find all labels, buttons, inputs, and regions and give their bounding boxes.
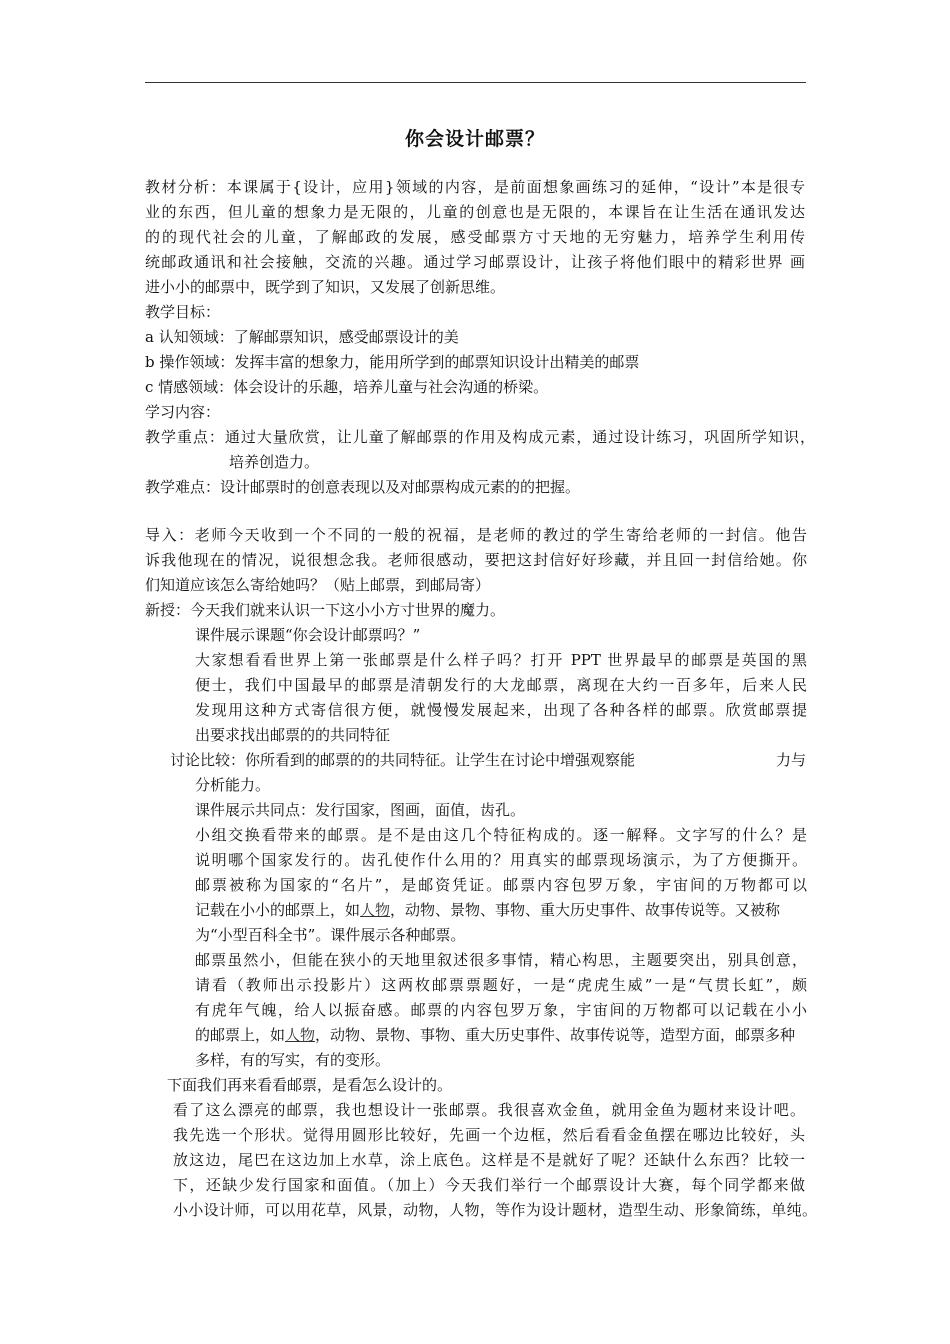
intro-line: 导入：老师今天收到一个不同的一般的祝福，是老师的教过的学生寄给老师的一封信。他告 xyxy=(145,526,807,544)
paragraph-line: 小组交换看带来的邮票。是不是由这几个特征构成的。逐一解释。文字写的什么？是 xyxy=(195,826,807,844)
discuss-line-end: 力与 xyxy=(776,751,807,769)
people-link[interactable]: 人物 xyxy=(285,1026,316,1044)
paragraph-line: 多样，有的写实，有的变形。 xyxy=(195,1051,391,1069)
content-heading: 学习内容： xyxy=(145,403,221,421)
paragraph-line: 有虎年气魄，给人以振奋感。邮票的内容包罗万象，宇宙间的万物都可以记载在小小 xyxy=(195,1001,807,1019)
intro-line: 诉我他现在的情况，说很想念我。老师很感动，要把这封信好好珍藏，并且回一封信给她。你 xyxy=(145,551,807,569)
paragraph-line: 便士，我们中国最早的邮票是清朝发行的大龙邮票，离现在大约一百多年，后来人民 xyxy=(195,676,807,694)
people-link[interactable]: 人物 xyxy=(360,901,391,919)
design-lead: 下面我们再来看看邮票，是看怎么设计的。 xyxy=(167,1076,453,1094)
discuss-line: 分析能力。 xyxy=(195,776,271,794)
analysis-line: 进小小的邮票中，既学到了知识，又发展了创新思维。 xyxy=(145,278,506,296)
paragraph-line xyxy=(195,900,780,920)
intro-line: 们知道应该怎么寄给她吗？（贴上邮票，到邮局寄） xyxy=(145,576,491,594)
paragraph-line xyxy=(195,1025,795,1045)
courseware-line: 课件展示课题“你会设计邮票吗？” xyxy=(195,626,421,644)
design-line: 小小设计师，可以用花草，风景，动物，人物，等作为设计题材，造型生动、形象简练，单纯。 xyxy=(173,1201,817,1219)
design-line: 下，还缺少发行国家和面值。（加上）今天我们举行一个邮票设计大赛，每个同学都来做 xyxy=(173,1176,805,1194)
goal-item: a 认知领域：了解邮票知识，感受邮票设计的美 xyxy=(145,328,459,346)
key-points-line: 教学重点：通过大量欣赏，让儿童了解邮票的作用及构成元素，通过设计练习，巩固所学知识， xyxy=(145,428,815,446)
paragraph-text: ，动物、景物、事物、重大历史事件、故事传说等。又被称 xyxy=(390,901,781,919)
paragraph-text: 记载在小小的邮票上，如 xyxy=(195,901,361,919)
paragraph-line: 说明哪个国家发行的。齿孔使作什么用的？用真实的邮票现场演示，为了方便撕开。 xyxy=(195,851,807,869)
key-points-line: 培养创造力。 xyxy=(229,453,320,471)
goal-item: c 情感领域：体会设计的乐趣，培养儿童与社会沟通的桥梁。 xyxy=(145,378,549,396)
analysis-line: 的的现代社会的儿童，了解邮政的发展，感受邮票方寸天地的无穷魅力，培养学生利用传 xyxy=(145,228,805,246)
difficulty-line: 教学难点：设计邮票时的创意表现以及对邮票构成元素的的把握。 xyxy=(145,478,581,496)
paragraph-text: ，动物、景物、事物、重大历史事件、故事传说等，造型方面，邮票多种 xyxy=(315,1026,796,1044)
courseware-line: 课件展示共同点：发行国家，图画，面值，齿孔。 xyxy=(195,801,526,819)
design-line: 我先选一个形状。觉得用圆形比较好，先画一个边框，然后看看金鱼摆在哪边比较好，头 xyxy=(173,1126,805,1144)
analysis-line: 统邮政通讯和社会接触，交流的兴趣。通过学习邮票设计，让孩子将他们眼中的精彩世界 画 xyxy=(145,253,805,271)
new-lesson-line: 新授：今天我们就来认识一下这小小方寸世界的魔力。 xyxy=(145,601,506,619)
paragraph-line: 出要求找出邮票的的共同特征 xyxy=(195,726,391,744)
design-line: 放这边，尾巴在这边加上水草，涂上底色。这样是不是就好了呢？还缺什么东西？比较一 xyxy=(173,1151,805,1169)
header-rule xyxy=(145,82,806,83)
discuss-line: 讨论比较：你所看到的邮票的的共同特征。让学生在讨论中增强观察能 xyxy=(170,751,636,769)
goal-item: b 操作领域：发挥丰富的想象力，能用所学到的邮票知识设计出精美的邮票 xyxy=(145,353,640,371)
paragraph-text: 的邮票上，如 xyxy=(195,1026,286,1044)
goals-heading: 教学目标： xyxy=(145,303,221,321)
paragraph-line: 邮票虽然小，但能在狭小的天地里叙述很多事情，精心构思，主题要突出，别具创意， xyxy=(195,951,807,969)
paragraph-line: 为“小型百科全书”。课件展示各种邮票。 xyxy=(195,926,466,944)
paragraph-line: 邮票被称为国家的“名片”，是邮资凭证。邮票内容包罗万象，宇宙间的万物都可以 xyxy=(195,876,807,894)
paragraph-line: 发现用这种方式寄信很方便，就慢慢发展起来，出现了各种各样的邮票。欣赏邮票提 xyxy=(195,701,807,719)
design-line: 看了这么漂亮的邮票，我也想设计一张邮票。我很喜欢金鱼，就用金鱼为题材来设计吧。 xyxy=(173,1101,805,1119)
page-title: 你会设计邮票？ xyxy=(404,128,545,150)
paragraph-line: 大家想看看世界上第一张邮票是什么样子吗？打开 PPT 世界最早的邮票是英国的黑 xyxy=(195,651,807,669)
analysis-line: 业的东西，但儿童的想象力是无限的，儿童的创意也是无限的，本课旨在让生活在通讯发达 xyxy=(145,203,805,221)
paragraph-line: 请看（教师出示投影片）这两枚邮票票题好，一是“虎虎生威”一是“气贯长虹”，颇 xyxy=(195,976,807,994)
analysis-line: 教材分析：本课属于{设计，应用}领域的内容，是前面想象画练习的延伸，“设计”本是很专 xyxy=(145,178,805,196)
